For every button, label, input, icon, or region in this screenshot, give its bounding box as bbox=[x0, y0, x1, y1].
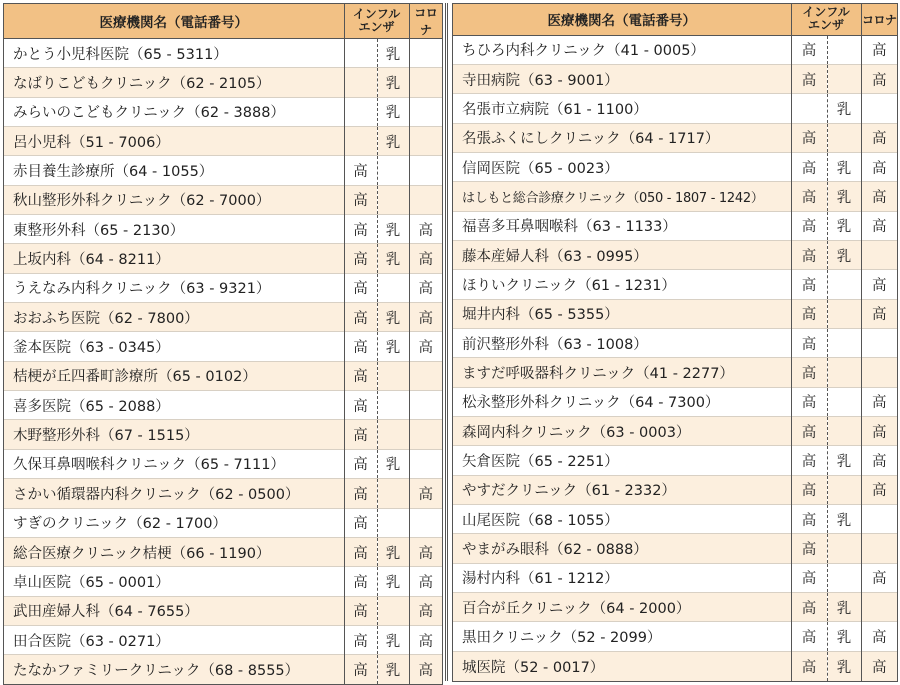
corona-mark bbox=[409, 185, 442, 214]
corona-mark: 高 bbox=[409, 273, 442, 302]
corona-mark bbox=[861, 358, 897, 387]
table-row bbox=[453, 123, 897, 152]
clinic-name: 堀井内科（65 - 5355） bbox=[453, 299, 791, 328]
high-dose-flu-mark: 高 bbox=[791, 123, 827, 152]
corona-mark bbox=[861, 328, 897, 357]
high-dose-flu-mark: 高 bbox=[791, 446, 827, 475]
corona-mark bbox=[409, 156, 442, 185]
high-dose-flu-mark: 高 bbox=[344, 215, 377, 244]
infant-flu-mark: 乳 bbox=[827, 505, 861, 534]
high-dose-flu-mark: 高 bbox=[791, 416, 827, 445]
table-row bbox=[4, 508, 442, 537]
corona-mark bbox=[409, 391, 442, 420]
header-corona: コロナ bbox=[861, 4, 897, 35]
table-row bbox=[4, 303, 442, 332]
right-table bbox=[453, 4, 897, 681]
header-flu bbox=[791, 4, 861, 35]
infant-flu-mark bbox=[827, 328, 861, 357]
high-dose-flu-mark bbox=[344, 97, 377, 126]
high-dose-flu-mark: 高 bbox=[791, 152, 827, 181]
infant-flu-mark: 乳 bbox=[827, 651, 861, 680]
high-dose-flu-mark: 高 bbox=[344, 156, 377, 185]
high-dose-flu-mark: 高 bbox=[791, 475, 827, 504]
infant-flu-mark bbox=[377, 596, 409, 625]
infant-flu-mark bbox=[827, 563, 861, 592]
clinic-name: ますだ呼吸器科クリニック（41 - 2277） bbox=[453, 358, 791, 387]
high-dose-flu-mark: 高 bbox=[791, 240, 827, 269]
clinic-name: 武田産婦人科（64 - 7655） bbox=[4, 596, 344, 625]
infant-flu-mark: 乳 bbox=[827, 446, 861, 475]
clinic-name: 名張市立病院（61 - 1100） bbox=[453, 94, 791, 123]
infant-flu-mark bbox=[827, 358, 861, 387]
corona-mark: 高 bbox=[861, 416, 897, 445]
corona-mark: 高 bbox=[861, 270, 897, 299]
corona-mark bbox=[409, 449, 442, 478]
table-row bbox=[453, 446, 897, 475]
table-row bbox=[453, 505, 897, 534]
infant-flu-mark bbox=[377, 361, 409, 390]
left-header-row bbox=[4, 4, 442, 39]
infant-flu-mark: 乳 bbox=[377, 655, 409, 684]
high-dose-flu-mark: 高 bbox=[344, 596, 377, 625]
high-dose-flu-mark: 高 bbox=[344, 303, 377, 332]
corona-mark: 高 bbox=[409, 625, 442, 654]
table-row bbox=[453, 563, 897, 592]
infant-flu-mark bbox=[827, 64, 861, 93]
clinic-name: 久保耳鼻咽喉科クリニック（65 - 7111） bbox=[4, 449, 344, 478]
header-flu-line2: エンザ bbox=[807, 18, 844, 33]
clinic-name: 卓山医院（65 - 0001） bbox=[4, 567, 344, 596]
clinic-name: はしもと総合診療クリニック（050 - 1807 - 1242） bbox=[453, 182, 791, 211]
infant-flu-mark: 乳 bbox=[827, 94, 861, 123]
corona-mark bbox=[409, 508, 442, 537]
clinic-name: 上坂内科（64 - 8211） bbox=[4, 244, 344, 273]
table-row bbox=[453, 622, 897, 651]
infant-flu-mark: 乳 bbox=[827, 240, 861, 269]
table-row bbox=[453, 270, 897, 299]
infant-flu-mark bbox=[827, 123, 861, 152]
table-row bbox=[4, 655, 442, 684]
infant-flu-mark: 乳 bbox=[377, 39, 409, 68]
clinic-name: なばりこどもクリニック（62 - 2105） bbox=[4, 68, 344, 97]
clinic-name: みらいのこどもクリニック（62 - 3888） bbox=[4, 97, 344, 126]
infant-flu-mark bbox=[827, 35, 861, 64]
infant-flu-mark bbox=[377, 420, 409, 449]
clinic-name: たなかファミリークリニック（68 - 8555） bbox=[4, 655, 344, 684]
table-row bbox=[453, 387, 897, 416]
header-corona: コロナ bbox=[409, 4, 442, 39]
table-row bbox=[453, 534, 897, 563]
clinic-name: 湯村内科（61 - 1212） bbox=[453, 563, 791, 592]
infant-flu-mark: 乳 bbox=[827, 152, 861, 181]
header-flu-line2: エンザ bbox=[358, 20, 395, 34]
clinic-name: 信岡医院（65 - 0023） bbox=[453, 152, 791, 181]
corona-mark: 高 bbox=[861, 446, 897, 475]
corona-mark: 高 bbox=[861, 387, 897, 416]
corona-mark: 高 bbox=[861, 123, 897, 152]
left-table bbox=[4, 4, 442, 684]
corona-mark: 高 bbox=[861, 35, 897, 64]
high-dose-flu-mark: 高 bbox=[344, 391, 377, 420]
high-dose-flu-mark: 高 bbox=[791, 387, 827, 416]
infant-flu-mark bbox=[827, 534, 861, 563]
table-row bbox=[453, 416, 897, 445]
clinic-name: 呂小児科（51 - 7006） bbox=[4, 127, 344, 156]
corona-mark: 高 bbox=[861, 651, 897, 680]
table-row bbox=[453, 211, 897, 240]
infant-flu-mark bbox=[377, 156, 409, 185]
infant-flu-mark bbox=[827, 475, 861, 504]
header-flu-line1: インフル bbox=[352, 7, 401, 21]
table-row bbox=[4, 567, 442, 596]
high-dose-flu-mark: 高 bbox=[344, 567, 377, 596]
table-row bbox=[4, 185, 442, 214]
table-row bbox=[453, 299, 897, 328]
clinic-name: 矢倉医院（65 - 2251） bbox=[453, 446, 791, 475]
corona-mark: 高 bbox=[409, 567, 442, 596]
table-row bbox=[4, 215, 442, 244]
table-row bbox=[4, 332, 442, 361]
clinic-name: うえなみ内科クリニック（63 - 9321） bbox=[4, 273, 344, 302]
high-dose-flu-mark: 高 bbox=[791, 563, 827, 592]
high-dose-flu-mark: 高 bbox=[344, 479, 377, 508]
table-row bbox=[453, 475, 897, 504]
corona-mark bbox=[861, 593, 897, 622]
corona-mark bbox=[409, 97, 442, 126]
high-dose-flu-mark: 高 bbox=[344, 537, 377, 566]
table-row bbox=[453, 35, 897, 64]
high-dose-flu-mark: 高 bbox=[344, 508, 377, 537]
corona-mark: 高 bbox=[409, 215, 442, 244]
clinic-name: 寺田病院（63 - 9001） bbox=[453, 64, 791, 93]
table-row bbox=[4, 596, 442, 625]
clinic-name: かとう小児科医院（65 - 5311） bbox=[13, 46, 228, 63]
clinic-name: 福喜多耳鼻咽喉科（63 - 1133） bbox=[453, 211, 791, 240]
infant-flu-mark bbox=[827, 387, 861, 416]
infant-flu-mark: 乳 bbox=[377, 332, 409, 361]
table-row bbox=[453, 651, 897, 680]
infant-flu-mark bbox=[377, 479, 409, 508]
clinic-name: 森岡内科クリニック（63 - 0003） bbox=[453, 416, 791, 445]
corona-mark bbox=[409, 361, 442, 390]
table-row bbox=[4, 361, 442, 390]
clinic-name: 桔梗が丘四番町診療所（65 - 0102） bbox=[4, 361, 344, 390]
infant-flu-mark: 乳 bbox=[827, 182, 861, 211]
high-dose-flu-mark: 高 bbox=[791, 622, 827, 651]
table-row bbox=[4, 449, 442, 478]
clinic-name: 黒田クリニック（52 - 2099） bbox=[453, 622, 791, 651]
table-row bbox=[4, 625, 442, 654]
right-panel bbox=[452, 3, 898, 682]
infant-flu-mark: 乳 bbox=[377, 625, 409, 654]
table-row bbox=[4, 156, 442, 185]
clinic-name: やまがみ眼科（62 - 0888） bbox=[453, 534, 791, 563]
header-flu bbox=[344, 4, 409, 39]
infant-flu-mark: 乳 bbox=[377, 244, 409, 273]
corona-mark: 高 bbox=[409, 332, 442, 361]
corona-mark: 高 bbox=[861, 152, 897, 181]
high-dose-flu-mark: 高 bbox=[791, 299, 827, 328]
table-row bbox=[453, 94, 897, 123]
corona-mark bbox=[861, 534, 897, 563]
clinic-name: すぎのクリニック（62 - 1700） bbox=[4, 508, 344, 537]
clinic-name: 山尾医院（68 - 1055） bbox=[453, 505, 791, 534]
clinic-name: 木野整形外科（67 - 1515） bbox=[4, 420, 344, 449]
high-dose-flu-mark: 高 bbox=[344, 273, 377, 302]
table-row bbox=[4, 479, 442, 508]
table-row bbox=[4, 273, 442, 302]
clinic-name: さかい循環器内科クリニック（62 - 0500） bbox=[4, 479, 344, 508]
right-table-body bbox=[453, 35, 897, 681]
infant-flu-mark bbox=[377, 273, 409, 302]
high-dose-flu-mark: 高 bbox=[344, 449, 377, 478]
table-row bbox=[4, 127, 442, 156]
corona-mark: 高 bbox=[861, 299, 897, 328]
high-dose-flu-mark: 高 bbox=[344, 361, 377, 390]
corona-mark: 高 bbox=[409, 479, 442, 508]
infant-flu-mark bbox=[827, 270, 861, 299]
high-dose-flu-mark: 高 bbox=[791, 534, 827, 563]
clinic-name: おおふち医院（62 - 7800） bbox=[4, 303, 344, 332]
table-row bbox=[453, 358, 897, 387]
table-row bbox=[4, 244, 442, 273]
clinic-name: 百合が丘クリニック（64 - 2000） bbox=[453, 593, 791, 622]
left-table-body bbox=[4, 39, 442, 685]
infant-flu-mark: 乳 bbox=[377, 303, 409, 332]
clinic-name: 総合医療クリニック桔梗（66 - 1190） bbox=[4, 537, 344, 566]
infant-flu-mark: 乳 bbox=[377, 567, 409, 596]
infant-flu-mark bbox=[377, 185, 409, 214]
clinic-name: ちひろ内科クリニック（41 - 0005） bbox=[462, 43, 705, 60]
table-row bbox=[4, 68, 442, 97]
header-name: 医療機関名（電話番号） bbox=[4, 4, 344, 39]
header-name: 医療機関名（電話番号） bbox=[453, 4, 791, 35]
table-row bbox=[4, 537, 442, 566]
clinic-name: 城医院（52 - 0017） bbox=[453, 651, 791, 680]
corona-mark bbox=[861, 94, 897, 123]
corona-mark bbox=[409, 420, 442, 449]
corona-mark: 高 bbox=[861, 563, 897, 592]
clinic-name: 田合医院（63 - 0271） bbox=[4, 625, 344, 654]
infant-flu-mark bbox=[377, 508, 409, 537]
clinic-name: 釜本医院（63 - 0345） bbox=[4, 332, 344, 361]
high-dose-flu-mark bbox=[791, 94, 827, 123]
high-dose-flu-mark: 高 bbox=[791, 651, 827, 680]
infant-flu-mark: 乳 bbox=[827, 622, 861, 651]
corona-mark: 高 bbox=[861, 475, 897, 504]
corona-mark bbox=[409, 39, 442, 68]
corona-mark: 高 bbox=[409, 596, 442, 625]
infant-flu-mark: 乳 bbox=[827, 593, 861, 622]
table-row bbox=[4, 97, 442, 126]
high-dose-flu-mark: 高 bbox=[344, 625, 377, 654]
infant-flu-mark bbox=[827, 416, 861, 445]
high-dose-flu-mark: 高 bbox=[791, 270, 827, 299]
corona-mark: 高 bbox=[861, 182, 897, 211]
high-dose-flu-mark: 高 bbox=[791, 211, 827, 240]
high-dose-flu-mark: 高 bbox=[344, 185, 377, 214]
high-dose-flu-mark: 高 bbox=[791, 328, 827, 357]
clinic-name: やすだクリニック（61 - 2332） bbox=[453, 475, 791, 504]
corona-mark bbox=[861, 240, 897, 269]
infant-flu-mark: 乳 bbox=[377, 97, 409, 126]
clinic-name: 前沢整形外科（63 - 1008） bbox=[453, 328, 791, 357]
high-dose-flu-mark: 高 bbox=[791, 505, 827, 534]
high-dose-flu-mark bbox=[344, 39, 377, 68]
corona-mark: 高 bbox=[861, 211, 897, 240]
corona-mark bbox=[409, 127, 442, 156]
table-row bbox=[453, 182, 897, 211]
corona-mark: 高 bbox=[409, 303, 442, 332]
table-row bbox=[453, 328, 897, 357]
high-dose-flu-mark: 高 bbox=[344, 420, 377, 449]
high-dose-flu-mark: 高 bbox=[344, 332, 377, 361]
corona-mark: 高 bbox=[861, 64, 897, 93]
infant-flu-mark bbox=[377, 391, 409, 420]
header-flu-line1: インフル bbox=[802, 5, 850, 20]
table-row bbox=[4, 420, 442, 449]
clinic-name: ほりいクリニック（61 - 1231） bbox=[453, 270, 791, 299]
table-row bbox=[453, 152, 897, 181]
infant-flu-mark: 乳 bbox=[377, 68, 409, 97]
corona-mark: 高 bbox=[409, 537, 442, 566]
column-separator bbox=[445, 3, 448, 681]
infant-flu-mark: 乳 bbox=[827, 211, 861, 240]
high-dose-flu-mark: 高 bbox=[791, 182, 827, 211]
infant-flu-mark: 乳 bbox=[377, 127, 409, 156]
corona-mark: 高 bbox=[409, 244, 442, 273]
infant-flu-mark: 乳 bbox=[377, 537, 409, 566]
clinic-name: 松永整形外科クリニック（64 - 7300） bbox=[453, 387, 791, 416]
table-row bbox=[4, 391, 442, 420]
corona-mark: 高 bbox=[861, 622, 897, 651]
infant-flu-mark: 乳 bbox=[377, 215, 409, 244]
corona-mark bbox=[409, 68, 442, 97]
clinic-name: 赤目養生診療所（64 - 1055） bbox=[4, 156, 344, 185]
high-dose-flu-mark bbox=[344, 127, 377, 156]
high-dose-flu-mark: 高 bbox=[791, 358, 827, 387]
table-row bbox=[4, 39, 442, 68]
table-row bbox=[453, 64, 897, 93]
clinic-name: 藤本産婦人科（63 - 0995） bbox=[453, 240, 791, 269]
left-panel bbox=[3, 3, 443, 685]
high-dose-flu-mark bbox=[344, 68, 377, 97]
clinic-name: 秋山整形外科クリニック（62 - 7000） bbox=[4, 185, 344, 214]
high-dose-flu-mark: 高 bbox=[344, 655, 377, 684]
clinic-name: 喜多医院（65 - 2088） bbox=[4, 391, 344, 420]
high-dose-flu-mark: 高 bbox=[791, 64, 827, 93]
corona-mark: 高 bbox=[409, 655, 442, 684]
clinic-name: 名張ふくにしクリニック（64 - 1717） bbox=[453, 123, 791, 152]
high-dose-flu-mark: 高 bbox=[791, 35, 827, 64]
infant-flu-mark: 乳 bbox=[377, 449, 409, 478]
clinic-name: 東整形外科（65 - 2130） bbox=[4, 215, 344, 244]
high-dose-flu-mark: 高 bbox=[791, 593, 827, 622]
right-header-row bbox=[453, 4, 897, 35]
high-dose-flu-mark: 高 bbox=[344, 244, 377, 273]
table-row bbox=[453, 240, 897, 269]
corona-mark bbox=[861, 505, 897, 534]
infant-flu-mark bbox=[827, 299, 861, 328]
table-row bbox=[453, 593, 897, 622]
